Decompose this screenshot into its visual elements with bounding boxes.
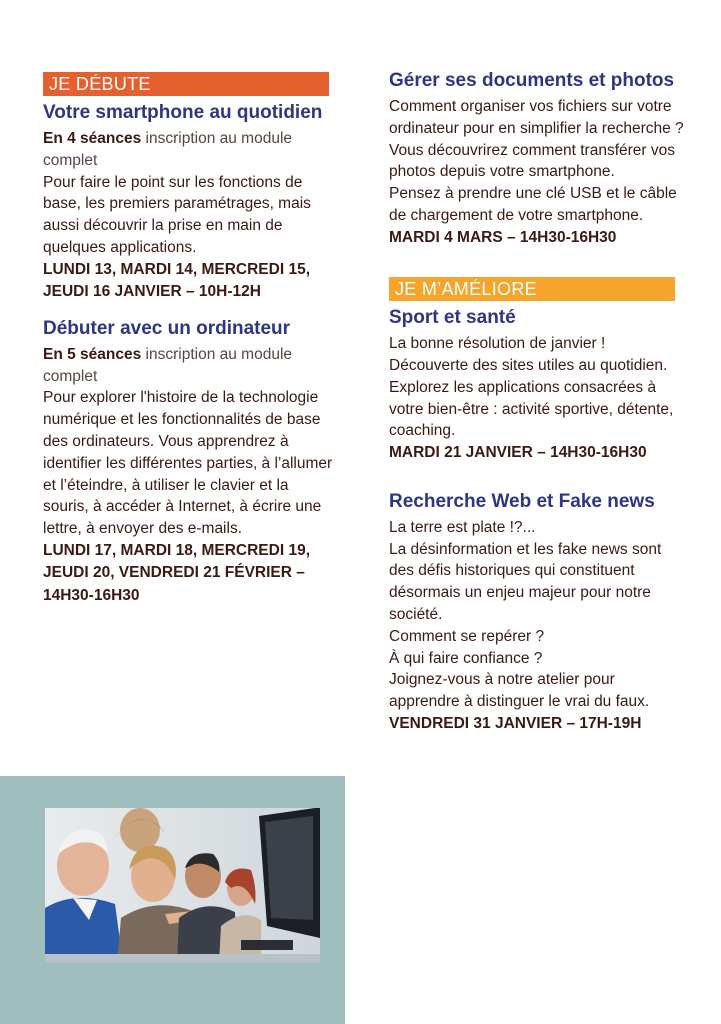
course-text-fake-news-1: La terre est plate !?... [389,518,536,536]
left-column [43,68,335,607]
course-text-documents-1: Comment organiser vos fichiers sur votre ordinateur pour en simplifier la recherche ? [389,98,684,137]
course-dates-sport: MARDI 21 JANVIER – 14H30-16H30 [389,444,647,462]
sessions-count: En 5 séances [43,345,142,363]
course-title-ordinateur: Débuter avec un ordinateur [43,317,291,339]
course-dates-smartphone: LUNDI 13, MARDI 14, MERCREDI 15, JEUDI 16 JANVIER – 10H-12H [43,260,310,301]
sessions-count: En 4 séances [43,130,142,147]
course-text-fake-news-5: Joignez-vous à notre atelier pour apprendre à distinguer le vrai du faux. [389,671,650,711]
course-title-sport: Sport et santé [389,307,516,329]
course-text-sport-2: Découverte des sites utiles au quotidien. [389,357,668,375]
course-dates-fake-news: VENDREDI 31 JANVIER – 17H-19H [389,714,642,732]
section-banner-je-mameliore: JE M’AMÉLIORE [389,277,675,301]
course-sessions-ordinateur [43,344,335,388]
course-text-fake-news-4: À qui faire confiance ? [389,649,543,667]
course-text-fake-news-2: La désinformation et les fake news sont des défis historiques qui constituent désormais un enjeu majeur pour notre société. [389,540,662,623]
course-text-sport-3: Explorez les applications consacrées à votre bien-être : activité sportive, détente, coaching. [389,378,674,440]
course-dates-documents: MARDI 4 MARS – 14H30-16H30 [389,228,617,246]
section-banner-je-debute: JE DÉBUTE [43,72,329,96]
course-text-documents-2: Vous découvrirez comment transférer vos photos depuis votre smartphone. [389,141,676,181]
course-title-fake-news: Recherche Web et Fake news [389,490,655,512]
course-sessions-smartphone [43,128,335,172]
seniors-computer-photo [45,808,320,963]
sessions-note: inscription au module complet [43,345,293,385]
course-dates-ordinateur: LUNDI 17, MARDI 18, MERCREDI 19, JEUDI 20, VENDREDI 21 FÉVRIER – 14H30-16H30 [43,541,310,604]
right-column [389,68,684,735]
course-description-ordinateur: Pour explorer l'histoire de la technologie numérique et les fonctionnalités de base des ordinateurs. Vous apprendrez à identifier les différentes parties, à l’allumer et l’éteindre, à utiliser le clavier et la souris, à accéder à Internet, à écrire une lettre, à envoyer des e-mails. [43,389,333,538]
course-text-documents-3: Pensez à prendre une clé USB et le câble de chargement de votre smartphone. [389,185,677,224]
course-text-fake-news-3: Comment se repérer ? [389,627,545,645]
course-title-smartphone: Votre smartphone au quotidien [43,102,323,123]
sessions-note: inscription au module complet [43,130,293,169]
course-description-smartphone: Pour faire le point sur les fonctions de base, les premiers paramétrages, mais aussi découvrir la prise en main de quelques applications. [43,173,311,256]
course-title-documents: Gérer ses documents et photos [389,70,675,91]
course-text-sport-1: La bonne résolution de janvier ! [389,335,606,353]
